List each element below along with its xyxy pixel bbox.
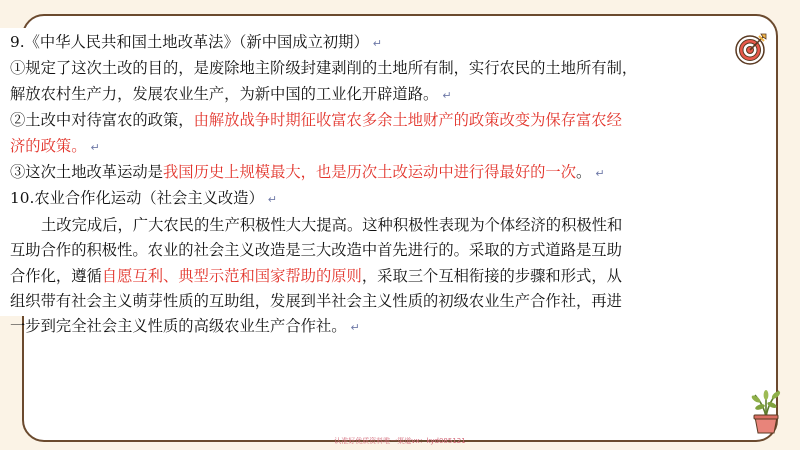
doc-line-5 [10,134,655,160]
doc-line-9 [10,238,655,263]
doc-line-4 [10,108,655,133]
line-text: 10.农业合作化运动（社会主义改造） [10,189,264,208]
line-text: 。 [576,163,592,182]
document-text-block [0,28,655,336]
line-text: 土改完成后，广大农民的生产积极性大大提高。这种积极性表现为个体经济的积极性和 [41,215,623,234]
highlighted-text: 由解放战争时期征收富农多余土地财产的政策改变为保存富农经 [193,111,622,130]
doc-line-2 [10,56,655,81]
doc-line-7 [10,186,655,212]
line-text: ③这次土地改革运动是 [10,163,163,182]
footer-watermark: 认准好优质资料唯一渠道vx：kyd085121 [334,437,466,445]
paragraph-mark-icon: ↵ [90,140,100,154]
line-text: 一步到完全社会主义性质的高级农业生产合作社。 [10,317,347,336]
doc-line-12 [10,314,655,340]
line-text: 合作化，遵循 [10,266,102,285]
potted-plant-icon [746,383,786,435]
line-text: 组织带有社会主义萌芽性质的互助组，发展到半社会主义性质的初级农业生产合作社，再进 [10,292,622,311]
doc-line-8 [10,213,655,238]
doc-line-11 [10,289,655,314]
doc-line-1 [10,30,655,56]
line-text: ，采取三个互相衔接的步骤和形式，从 [361,266,622,285]
paragraph-mark-icon: ↵ [350,321,360,335]
paragraph-mark-icon: ↵ [372,37,382,50]
line-text: ②土改中对待富农的政策， [10,111,194,130]
line-text: 互助合作的积极性。农业的社会主义改造是三大改造中首先进行的。采取的方式道路是互助 [10,241,622,260]
paragraph-mark-icon: ↵ [267,193,277,207]
line-text: 解放农村生产力，发展农业生产，为新中国的工业化开辟道路。 [10,84,439,103]
target-arrow-icon [734,32,768,66]
line-text: 9.《中华人民共和国土地改革法》（新中国成立初期） [10,33,369,51]
doc-line-6 [10,160,655,186]
paragraph-mark-icon: ↵ [595,167,605,181]
doc-line-10 [10,264,655,289]
highlighted-text: 自愿互利、典型示范和国家帮助的原则 [101,266,362,285]
line-text: ①规定了这次土改的目的，是废除地主阶级封建剥削的土地所有制，实行农民的土地所有制， [10,59,638,78]
highlighted-text: 济的政策。 [10,136,87,155]
paragraph-mark-icon: ↵ [442,88,452,102]
highlighted-text: 我国历史上规模最大，也是历次土改运动中进行得最好的一次 [162,163,577,182]
doc-line-3 [10,82,655,108]
